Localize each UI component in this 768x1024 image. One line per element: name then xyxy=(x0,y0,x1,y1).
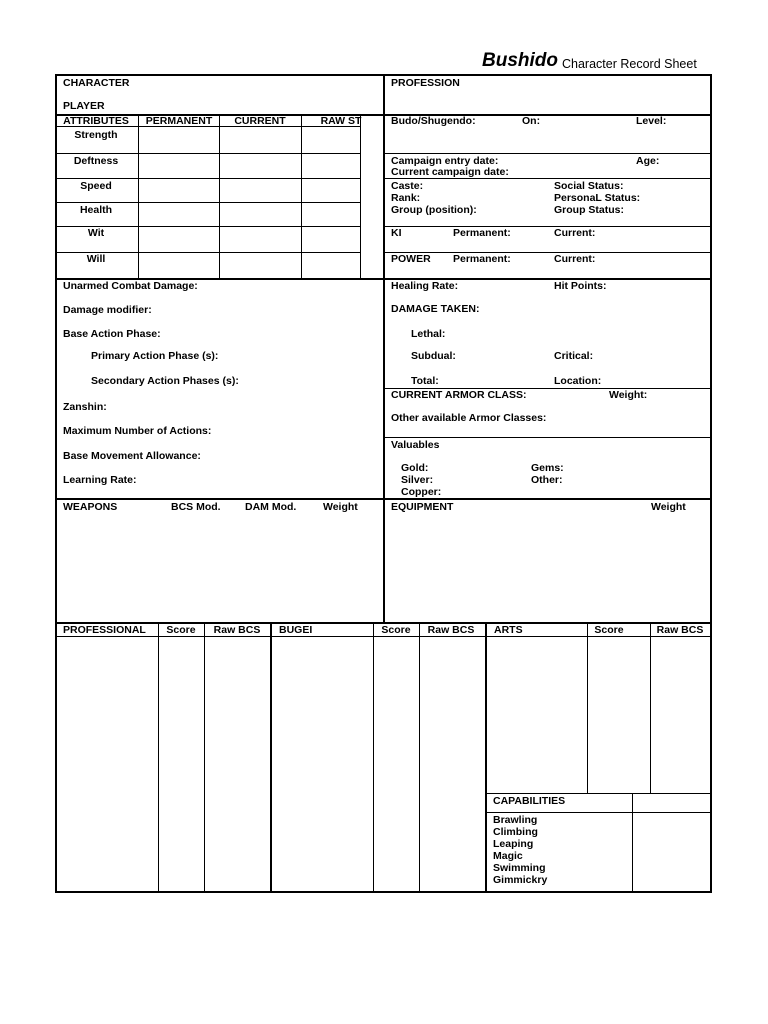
level-label: Level: xyxy=(636,115,667,127)
attr-health: Health xyxy=(79,204,113,216)
attr-header-permanent: PERMANENT xyxy=(145,115,213,127)
max-actions-label: Maximum Number of Actions: xyxy=(63,425,212,437)
cap-col xyxy=(632,793,633,892)
ki-permanent-label: Permanent: xyxy=(453,227,511,239)
skills-col-2 xyxy=(204,622,205,892)
power-current-label: Current: xyxy=(554,253,596,265)
attr-strength: Strength xyxy=(74,129,118,141)
weapons-weight-header: Weight xyxy=(323,501,358,513)
capabilities-header: CAPABILITIES xyxy=(493,795,566,807)
attr-speed: Speed xyxy=(80,180,112,192)
rule-right-3 xyxy=(383,226,712,227)
rule-speed xyxy=(55,202,360,203)
skills-col-3 xyxy=(270,622,272,892)
professional-header: PROFESSIONAL xyxy=(63,624,146,636)
critical-label: Critical: xyxy=(554,350,594,362)
player-label: PLAYER xyxy=(63,100,105,112)
equipment-header: EQUIPMENT xyxy=(391,501,454,513)
base-action-phase-label: Base Action Phase: xyxy=(63,328,161,340)
secondary-action-label: Secondary Action Phases (s): xyxy=(91,375,239,387)
rank-label: Rank: xyxy=(391,192,421,204)
capability-leaping: Leaping xyxy=(493,838,534,850)
entry-date-label: Campaign entry date: xyxy=(391,155,499,167)
rule-right-2 xyxy=(383,178,712,179)
score-header-1: Score xyxy=(166,624,196,636)
rule-right-4 xyxy=(383,252,712,253)
capability-magic: Magic xyxy=(493,850,523,862)
capability-climbing: Climbing xyxy=(493,826,538,838)
score-header-2: Score xyxy=(381,624,411,636)
bugei-header: BUGEI xyxy=(279,624,313,636)
group-status-label: Group Status: xyxy=(554,204,624,216)
damage-taken-label: DAMAGE TAKEN: xyxy=(391,303,480,315)
skills-col-5 xyxy=(419,622,420,892)
attr-header-raw-st: RAW ST xyxy=(320,115,362,127)
sheet-subtitle: Character Record Sheet xyxy=(562,57,697,71)
rule-gear-top xyxy=(55,498,712,500)
attr-wit: Wit xyxy=(87,227,105,239)
healing-rate-label: Healing Rate: xyxy=(391,280,459,292)
other-armor-label: Other available Armor Classes: xyxy=(391,412,547,424)
frame-left xyxy=(55,74,57,893)
frame-bottom xyxy=(55,891,712,893)
arts-header: ARTS xyxy=(494,624,523,636)
cap-header xyxy=(485,812,712,813)
social-status-label: Social Status: xyxy=(554,180,624,192)
skills-col-7 xyxy=(587,622,588,794)
learning-rate-label: Learning Rate: xyxy=(63,474,137,486)
cap-top xyxy=(485,793,712,794)
subdual-label: Subdual: xyxy=(411,350,456,362)
dam-mod-header: DAM Mod. xyxy=(245,501,297,513)
skills-col-1 xyxy=(158,622,159,892)
raw-bcs-header-2: Raw BCS xyxy=(427,624,475,636)
skills-col-4 xyxy=(373,622,374,892)
attr-col-4 xyxy=(360,114,361,278)
budo-label: Budo/Shugendo: xyxy=(391,115,476,127)
armor-weight-label: Weight: xyxy=(609,389,648,401)
silver-label: Silver: xyxy=(401,474,434,486)
zanshin-label: Zanshin: xyxy=(63,401,107,413)
attr-col-3 xyxy=(301,114,302,278)
current-date-label: Current campaign date: xyxy=(391,166,509,178)
profession-label: PROFESSION xyxy=(391,77,460,89)
rule-strength xyxy=(55,153,360,154)
equipment-weight-header: Weight xyxy=(651,501,686,513)
total-label: Total: xyxy=(411,375,439,387)
unarmed-damage-label: Unarmed Combat Damage: xyxy=(63,280,198,292)
rule-deftness xyxy=(55,178,360,179)
frame-right xyxy=(710,74,712,893)
power-permanent-label: Permanent: xyxy=(453,253,511,265)
weapons-header: WEAPONS xyxy=(63,501,118,513)
bcs-mod-header: BCS Mod. xyxy=(171,501,221,513)
sheet-title: Bushido xyxy=(482,50,558,71)
raw-bcs-header-3: Raw BCS xyxy=(656,624,704,636)
rule-valuables xyxy=(383,437,712,438)
lethal-label: Lethal: xyxy=(411,328,446,340)
capability-brawling: Brawling xyxy=(493,814,538,826)
armor-class-label: CURRENT ARMOR CLASS: xyxy=(391,389,527,401)
gold-label: Gold: xyxy=(401,462,429,474)
on-label: On: xyxy=(522,115,541,127)
hit-points-label: Hit Points: xyxy=(554,280,607,292)
capability-swimming: Swimming xyxy=(493,862,546,874)
skills-col-6 xyxy=(485,622,487,892)
attr-col-2 xyxy=(219,114,220,278)
power-label: POWER xyxy=(391,253,431,265)
attr-header-attributes: ATTRIBUTES xyxy=(63,115,129,127)
raw-bcs-header-1: Raw BCS xyxy=(213,624,261,636)
attr-will: Will xyxy=(86,253,106,265)
ki-current-label: Current: xyxy=(554,227,596,239)
rule-right-1 xyxy=(383,153,712,154)
primary-action-label: Primary Action Phase (s): xyxy=(91,350,219,362)
attr-header-current: CURRENT xyxy=(234,115,286,127)
capability-gimmickry: Gimmickry xyxy=(493,874,548,886)
character-label: CHARACTER xyxy=(63,77,130,89)
damage-modifier-label: Damage modifier: xyxy=(63,304,152,316)
location-label: Location: xyxy=(554,375,602,387)
other-label: Other: xyxy=(531,474,563,486)
caste-label: Caste: xyxy=(391,180,424,192)
score-header-3: Score xyxy=(594,624,624,636)
valuables-label: Valuables xyxy=(391,439,440,451)
age-label: Age: xyxy=(636,155,660,167)
movement-label: Base Movement Allowance: xyxy=(63,450,201,462)
gems-label: Gems: xyxy=(531,462,564,474)
attr-col-1 xyxy=(138,114,139,278)
rule-skills-header xyxy=(55,636,712,637)
ki-label: KI xyxy=(391,227,402,239)
main-divider xyxy=(383,74,385,624)
copper-label: Copper: xyxy=(401,486,442,498)
personal-status-label: PersonaL Status: xyxy=(554,192,641,204)
attr-deftness: Deftness xyxy=(73,155,119,167)
skills-col-8 xyxy=(650,622,651,794)
group-position-label: Group (position): xyxy=(391,204,477,216)
